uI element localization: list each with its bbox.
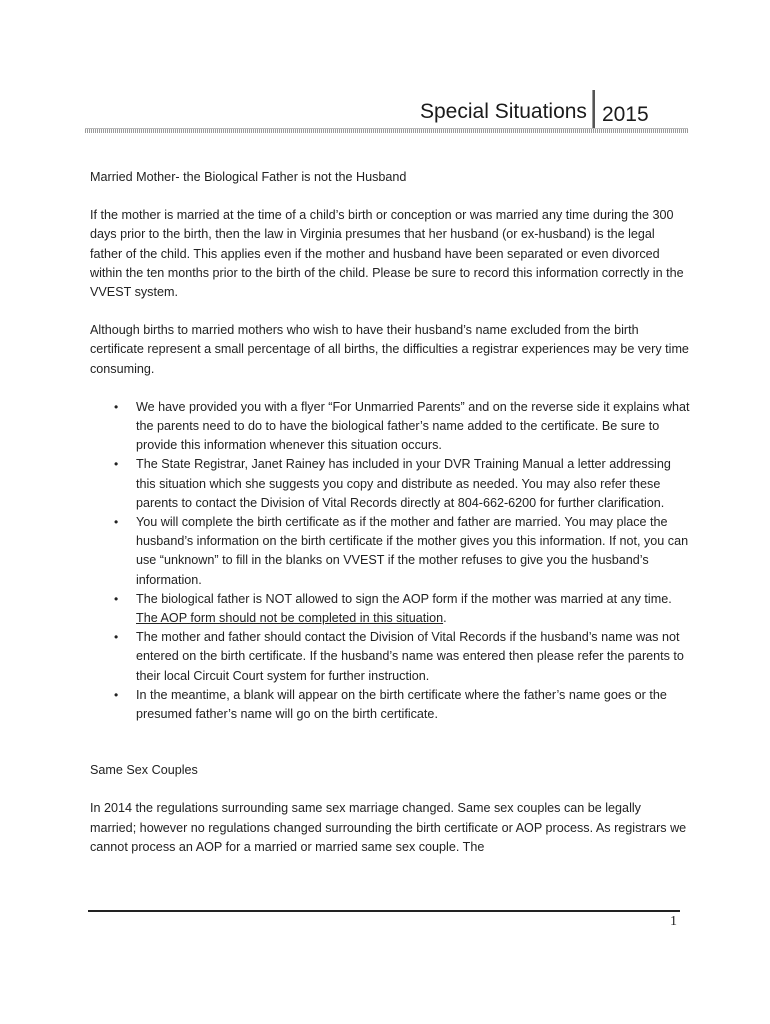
header-year: 2015 [601,103,649,126]
list-item-text-end: . [443,611,447,626]
list-item-text: We have provided you with a flyer “For Unmarried Parents” and on the reverse side it explains what the parents need to do to have the biological father’s name added to the certificate. Be sure to provide this information whenever this situation occurs. [136,399,690,453]
bullet-icon: • [114,687,119,702]
bullet-icon: • [114,630,119,645]
bullet-icon: • [114,399,119,414]
list-item [90,590,690,628]
footer-rule [88,910,680,912]
list-item-text: The State Registrar, Janet Rainey has included in your DVR Training Manual a letter addressing this situation which she suggests you copy and distribute as needed. You may also refer these parents to contact the Division of Vital Records directly at 804-662-6200 for further clarification. [136,457,671,510]
list-item [90,686,690,724]
section-same-sex-couples [90,761,690,857]
list-item-text: The mother and father should contact the Division of Vital Records if the husband’s name was not entered on the birth certificate. If the husband’s name was entered then please refer the parents to their local Circuit Court system for further instruction. [136,630,684,683]
document-body [90,168,690,857]
header-title: Special Situations [420,100,587,123]
paragraph-same-sex: In 2014 the regulations surrounding same sex marriage changed. Same sex couples can be legally married; however no regulations changed surrounding the birth certificate or AOP process. As registrars we cannot process an AOP for a married or married same sex couple. The [90,801,687,854]
page-header [420,88,649,128]
underlined-text: The AOP form should not be completed in this situation [136,611,444,626]
list-item [90,513,690,590]
section-heading-married-mother: Married Mother- the Biological Father is not the Husband [90,170,407,184]
header-rule [85,128,688,133]
section-heading-same-sex: Same Sex Couples [90,763,198,778]
page-number: 1 [670,914,677,929]
paragraph-married-mothers: Although births to married mothers who wish to have their husband’s name excluded from the birth certificate represent a small percentage of all births, the difficulties a registrar experiences may be very time consuming. [90,323,689,376]
bullet-list [90,398,690,724]
bullet-icon: • [114,457,119,472]
paragraph-presumed-father: If the mother is married at the time of a child’s birth or conception or was married any time during the 300 days prior to the birth, then the law in Virginia presumes that her husband (or ex-husband) is the legal father of the child. This applies even if the mother and husband have been separated or even divorced within the ten months prior to the birth of the child. Please be sure to record this information correctly in the VVEST system. [90,208,684,300]
list-item [90,398,690,456]
header-separator [592,90,595,128]
bullet-icon: • [114,515,119,530]
list-item [90,455,690,513]
list-item-text: The biological father is NOT allowed to sign the AOP form if the mother was married at any time. [136,591,672,606]
list-item-text: In the meantime, a blank will appear on the birth certificate where the father’s name goes or the presumed father’s name will go on the birth certificate. [136,687,667,722]
list-item-text: You will complete the birth certificate as if the mother and father are married. You may place the husband’s information on the birth certificate if the mother gives you this information. If not, you can use “unknown” to fill in the blanks on VVEST if the mother refuses to give you the husband’s information. [136,515,689,587]
list-item [90,628,690,686]
bullet-icon: • [114,591,119,606]
